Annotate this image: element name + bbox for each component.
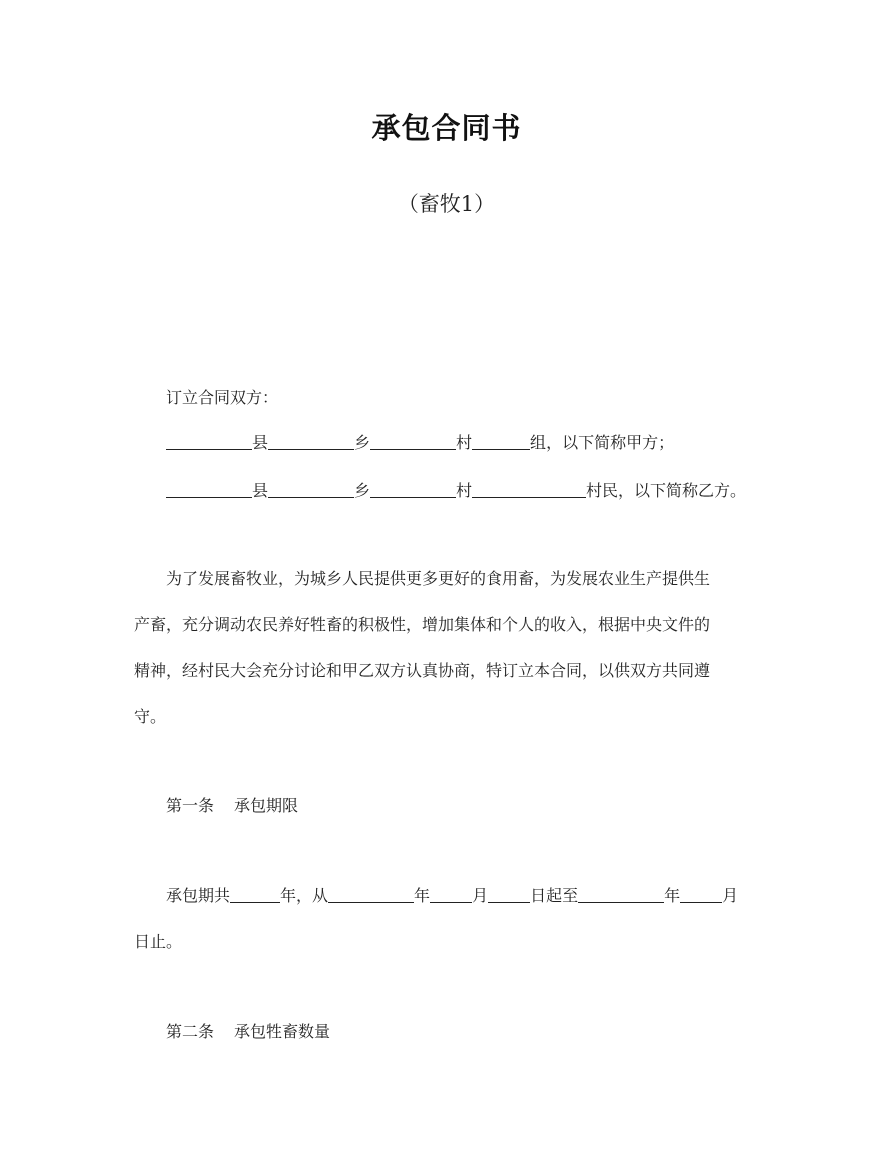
year-label: 年 bbox=[664, 886, 681, 905]
term-end: 日止。 bbox=[134, 932, 183, 951]
county-blank[interactable] bbox=[166, 480, 252, 498]
article-number: 第一条 bbox=[166, 796, 215, 815]
county-label: 县 bbox=[252, 433, 269, 452]
party-b-line bbox=[166, 479, 776, 503]
start-year-blank[interactable] bbox=[328, 885, 414, 903]
term-prefix: 承包期共 bbox=[166, 886, 231, 905]
month-label: 月 bbox=[472, 886, 489, 905]
document-title: 承包合同书 bbox=[371, 111, 522, 145]
article-title: 承包牲畜数量 bbox=[234, 1022, 331, 1041]
party-a-line bbox=[166, 431, 776, 455]
village-label: 村 bbox=[456, 433, 473, 452]
year-label: 年 bbox=[414, 886, 431, 905]
villager-name-blank[interactable] bbox=[472, 480, 586, 498]
article-number: 第二条 bbox=[166, 1022, 215, 1041]
preamble-line: 守。 bbox=[134, 707, 167, 726]
preamble-line: 为了发展畜牧业，为城乡人民提供更多更好的食用畜，为发展农业生产提供生 bbox=[166, 569, 711, 588]
start-month-blank[interactable] bbox=[430, 885, 472, 903]
township-label: 乡 bbox=[354, 481, 371, 500]
article-1-heading bbox=[166, 794, 776, 818]
years-blank[interactable] bbox=[230, 885, 280, 903]
end-month-blank[interactable] bbox=[680, 885, 722, 903]
document-subtitle: （畜牧1） bbox=[397, 192, 496, 216]
group-label: 组 bbox=[530, 433, 547, 452]
township-blank[interactable] bbox=[268, 480, 354, 498]
end-year-blank[interactable] bbox=[578, 885, 664, 903]
county-blank[interactable] bbox=[166, 432, 252, 450]
day-start-label: 日起至 bbox=[530, 886, 579, 905]
parties-intro: 订立合同双方： bbox=[166, 388, 279, 407]
article-2-heading bbox=[166, 1020, 776, 1044]
article-title: 承包期限 bbox=[234, 796, 299, 815]
preamble-line: 产畜，充分调动农民养好牲畜的积极性，增加集体和个人的收入，根据中央文件的 bbox=[134, 615, 711, 634]
party-b-suffix: 村民，以下简称乙方。 bbox=[586, 481, 747, 500]
term-line bbox=[166, 884, 776, 908]
group-blank[interactable] bbox=[472, 432, 530, 450]
village-blank[interactable] bbox=[370, 432, 456, 450]
party-a-suffix: ，以下简称甲方； bbox=[546, 433, 675, 452]
township-label: 乡 bbox=[354, 433, 371, 452]
county-label: 县 bbox=[252, 481, 269, 500]
preamble-line: 精神，经村民大会充分讨论和甲乙双方认真协商，特订立本合同，以供双方共同遵 bbox=[134, 661, 711, 680]
village-label: 村 bbox=[456, 481, 473, 500]
village-blank[interactable] bbox=[370, 480, 456, 498]
from-label: ，从 bbox=[296, 886, 329, 905]
start-day-blank[interactable] bbox=[488, 885, 530, 903]
month-label: 月 bbox=[722, 886, 739, 905]
year-unit: 年 bbox=[280, 886, 297, 905]
township-blank[interactable] bbox=[268, 432, 354, 450]
